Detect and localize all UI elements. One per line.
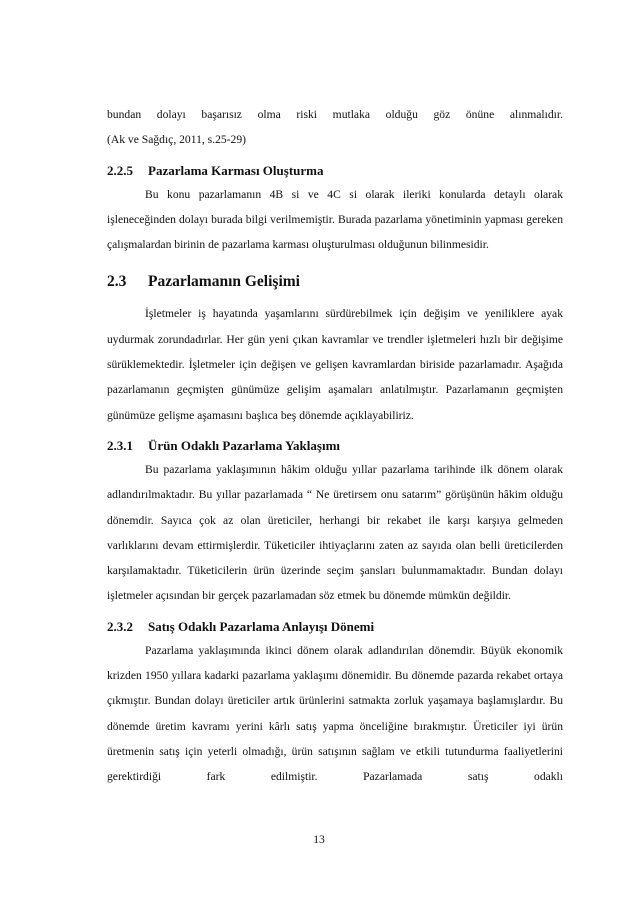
section-2-2-5-heading xyxy=(107,160,563,182)
section-2-3-body: İşletmeler iş hayatında yaşamlarını sürdürebilmek için değişim ve yeniliklere ayak uydurmak zorundadırlar. Her gün yeni çıkan kavramlar ve trendler işletmeleri hızlı bir değişime sürüklemektedir. İşletmeler için değişen ve gelişen kavramlardan biriside pazarlamadır. Aşağıda pazarlamanın geçmişten günümüze gelişim aşamaları anlatılmıştır. Pazarlamanın geçmişten günümüze gelişme aşamasını başlıca beş dönemde açıklayabiliriz. xyxy=(107,307,563,422)
section-2-3-heading xyxy=(107,269,563,295)
section-2-2-5-body: Bu konu pazarlamanın 4B si ve 4C si olarak ileriki konularda detaylı olarak işleneceğinden dolayı burada bilgi verilmemiştir. Burada pazarlama yönetiminin yapması gereken çalışmalardan birinin de pazarlama karması oluşturulması olduğunun bilinmesidir. xyxy=(107,187,563,252)
document-page xyxy=(107,102,563,790)
intro-line: bundan dolayı başarısız olma riski mutlaka olduğu göz önüne alınmalıdır. xyxy=(107,108,563,121)
section-2-3-2-number: 2.3.2 xyxy=(107,618,133,634)
page-number: 13 xyxy=(313,833,325,846)
section-2-2-5-title: Pazarlama Karması Oluşturma xyxy=(148,162,324,178)
section-2-3-title: Pazarlamanın Gelişimi xyxy=(148,273,300,291)
section-2-3-2-heading xyxy=(107,616,563,638)
section-2-3-1-title: Ürün Odaklı Pazarlama Yaklaşımı xyxy=(148,437,341,453)
section-2-3-1-number: 2.3.1 xyxy=(107,437,133,453)
section-2-3-2-body: Pazarlama yaklaşımında ikinci dönem olarak adlandırılan dönemdir. Büyük ekonomik krizden 1950 yıllara kadarki pazarlama yaklaşımı dönemidir. Bu dönemde pazarda rekabet ortaya çıkmıştır. Bundan dolayı üreticiler artık ürünlerini satmakta zorluk yaşamaya başlamışlardır. Bu dönemde üretim kavramı yerini kârlı satış yapma önceliğine bırakmıştır. Üreticiler iyi ürün üretmenin satış için yeterli olmadığı, ürün satışının sağlam ve etkili tutundurma faaliyetlerini gerektirdiği fark edilmiştir. Pazarlamada satış odaklı xyxy=(107,643,563,784)
section-2-3-1-heading xyxy=(107,435,563,457)
section-2-3-2-title: Satış Odaklı Pazarlama Anlayışı Dönemi xyxy=(148,618,375,634)
section-2-3-1-body: Bu pazarlama yaklaşımının hâkim olduğu yıllar pazarlama tarihinde ilk dönem olarak adlandırılmaktadır. Bu yıllar pazarlamada “ Ne üretirsem onu satarım” görüşünün hâkim olduğu dönemdir. Sayıca çok az olan üreticiler, herhangi bir rekabet ile karşı karşıya gelmeden varlıklarını devam ettirmişlerdir. Tüketiciler ihtiyaçlarını zaten az sayıda olan belli üreticilerden karşılamaktadır. Tüketicilerin ürün üzerinde seçim şansları bulunmamaktadır. Bundan dolayı işletmeler açısından bir gerçek pazarlamadan söz etmek bu dönemde mümkün değildir. xyxy=(107,462,563,603)
section-2-2-5-number: 2.2.5 xyxy=(107,162,133,178)
intro-citation: (Ak ve Sağdıç, 2011, s.25-29) xyxy=(107,133,246,147)
section-2-3-number: 2.3 xyxy=(107,273,127,291)
